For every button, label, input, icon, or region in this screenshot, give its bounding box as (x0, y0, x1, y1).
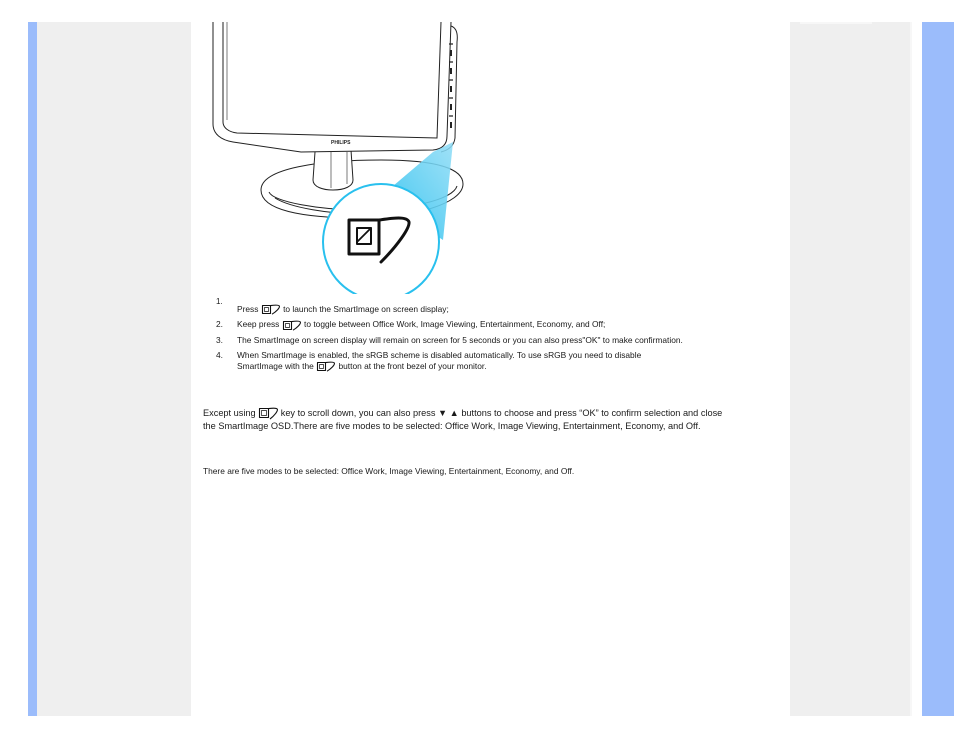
step-3 (213, 335, 683, 346)
step-text-before: When SmartImage is enabled, the sRGB scheme is disabled automatically. To use sRGB you need to disable SmartImage with the (237, 349, 642, 371)
right-edge-bar (922, 22, 954, 716)
para1-text-after: buttons to choose and press “OK” to confirm selection and close the SmartImage OSD.There are five modes to be selected: Office Work, Image Viewing, Entertainment, Economy, and Off. (203, 408, 723, 432)
step-number: 1. (216, 297, 223, 306)
steps-list (213, 296, 683, 376)
smartimage-button-icon (258, 407, 278, 420)
step-text-after: to launch the SmartImage on screen display; (283, 304, 449, 314)
step-text-before: Press (237, 304, 261, 314)
right-gap (912, 22, 922, 716)
step-1 (213, 296, 683, 315)
step-number: 3. (216, 334, 223, 345)
step-text: The SmartImage on screen display will remain on screen for 5 seconds or you can also press"OK" to make confirmation. (237, 334, 683, 345)
step-text-after: to toggle between Office Work, Image Viewing, Entertainment, Economy, and Off; (304, 319, 606, 330)
para1-text-middle: key to scroll down, you can also press (278, 408, 439, 418)
step-text-before: Keep press (237, 319, 282, 330)
left-edge-bar (28, 22, 37, 716)
down-arrow-icon: ▼ (438, 408, 448, 418)
step-2 (213, 319, 683, 330)
para1-text-before: Except using (203, 408, 259, 418)
smartimage-button-icon (261, 304, 281, 315)
modes-paragraph: There are five modes to be selected: Office Work, Image Viewing, Entertainment, Economy, and Off. (203, 466, 575, 476)
step-number: 4. (216, 349, 223, 360)
left-sidebar (37, 22, 191, 716)
step-text-after: button at the front bezel of your monitor. (338, 360, 487, 371)
scroll-instructions-paragraph (203, 407, 733, 432)
smartimage-button-icon (282, 320, 302, 331)
step-number: 2. (216, 319, 223, 330)
main-content (191, 22, 790, 716)
up-arrow-icon: ▲ (449, 408, 459, 418)
monitor-brand-logo: PHILIPS (331, 140, 351, 146)
step-4 (213, 350, 683, 372)
right-rail (790, 22, 910, 716)
monitor-illustration (211, 22, 471, 294)
smartimage-button-icon (316, 361, 336, 372)
right-rail-divider (800, 22, 872, 24)
